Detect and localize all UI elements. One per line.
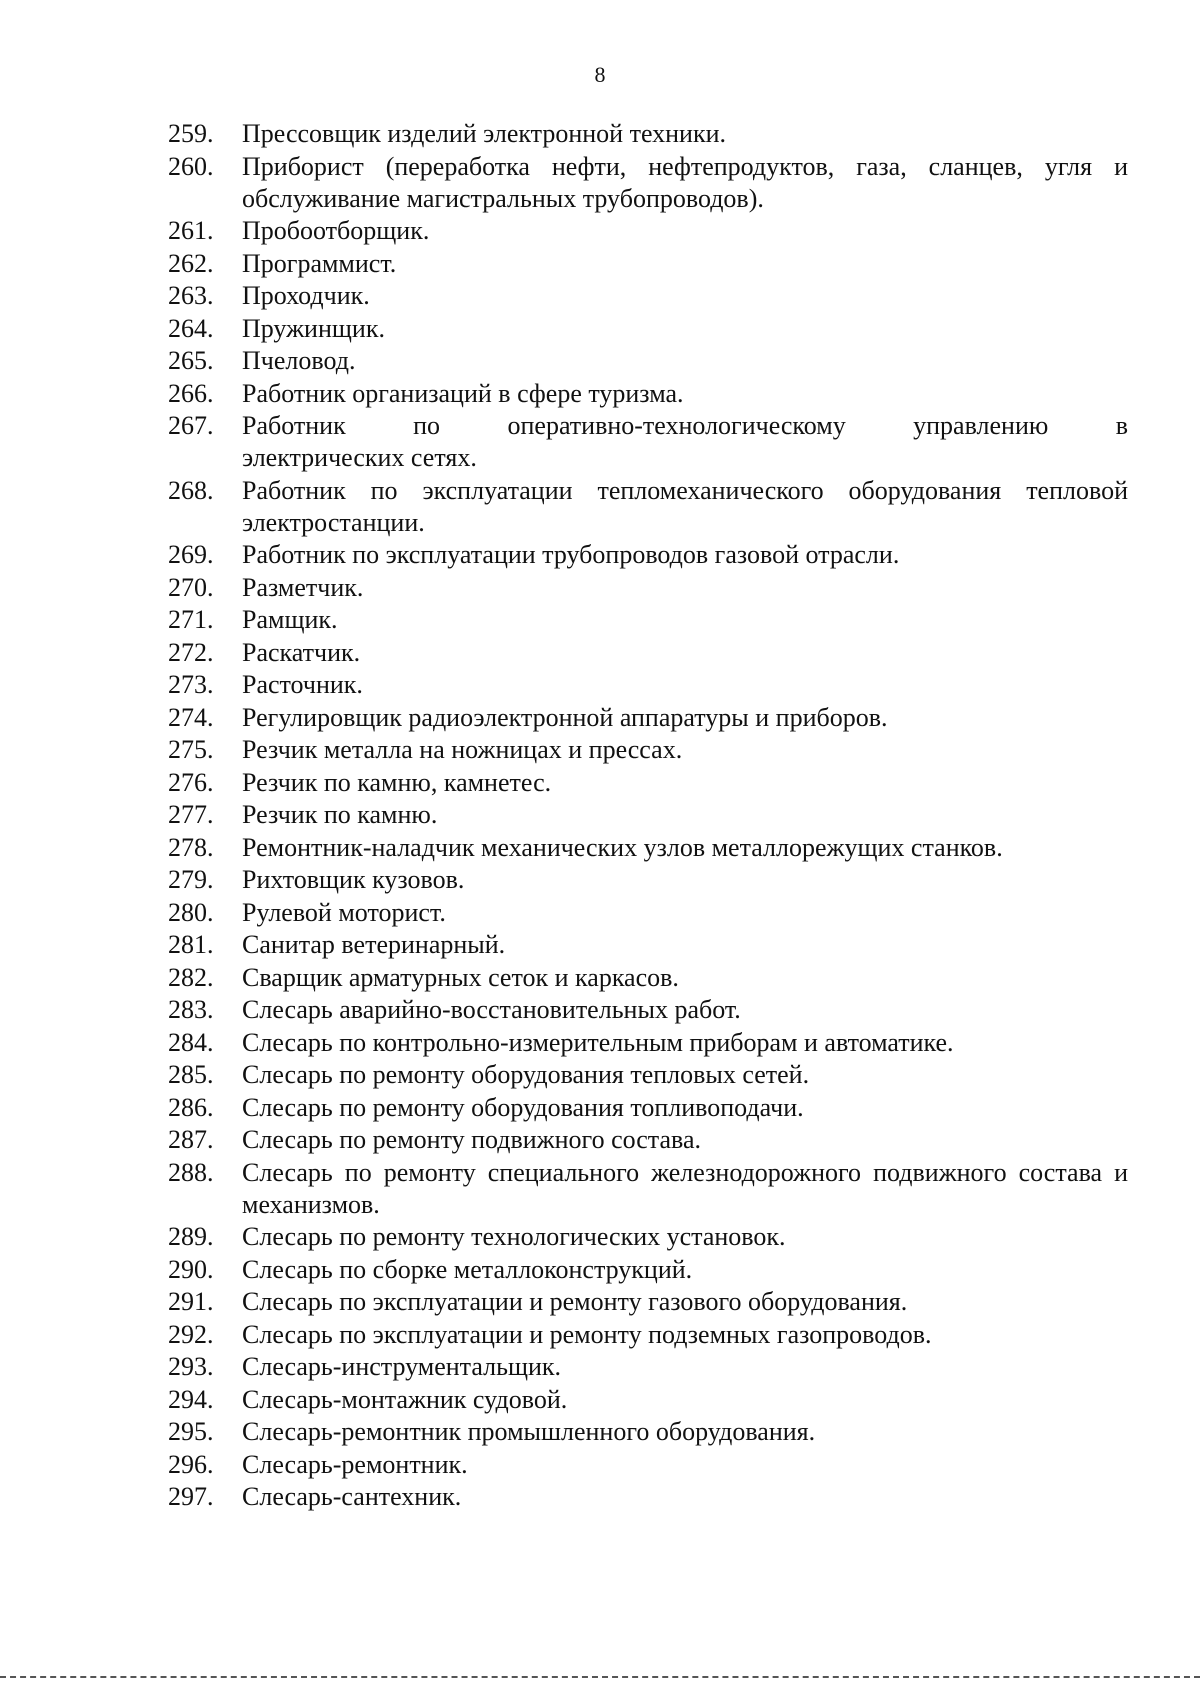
- list-item: [168, 864, 1128, 896]
- list-item: [168, 1384, 1128, 1416]
- item-number: 279.: [168, 865, 214, 894]
- list-item: [168, 215, 1128, 247]
- item-number: 283.: [168, 995, 214, 1024]
- item-text: Слесарь-сантехник.: [242, 1482, 462, 1511]
- item-text: Слесарь по сборке металлоконструкций.: [242, 1254, 693, 1284]
- item-text: Слесарь по ремонту технологических установок.: [242, 1222, 786, 1251]
- item-number: 260.: [168, 151, 214, 181]
- item-number: 290.: [168, 1254, 214, 1284]
- list-item: [168, 1059, 1128, 1091]
- list-item: [168, 929, 1128, 961]
- list-item: [168, 637, 1128, 669]
- item-text: Пружинщик.: [242, 313, 385, 343]
- list-item: [168, 1254, 1128, 1286]
- item-text: Разметчик.: [242, 572, 364, 602]
- item-text: Слесарь-монтажник судовой.: [242, 1384, 568, 1414]
- item-number: 263.: [168, 281, 214, 310]
- item-number: 276.: [168, 767, 214, 797]
- item-text: Слесарь по эксплуатации и ремонту газового оборудования.: [242, 1287, 908, 1316]
- list-item: [168, 151, 1128, 215]
- item-text: Слесарь-ремонтник промышленного оборудования.: [242, 1417, 816, 1446]
- item-number: 297.: [168, 1482, 214, 1511]
- list-item: [168, 734, 1128, 766]
- item-text: Работник по эксплуатации трубопроводов газовой отрасли.: [242, 540, 900, 569]
- item-number: 273.: [168, 670, 214, 699]
- list-item: [168, 378, 1128, 410]
- item-text: Работник по эксплуатации тепломеханического оборудования тепловой электростанции.: [242, 475, 1128, 537]
- item-text: Рамщик.: [242, 605, 338, 634]
- item-text: Приборист (переработка нефти, нефтепродуктов, газа, сланцев, угля и обслуживание магистральных трубопроводов).: [242, 151, 1128, 213]
- item-text: Слесарь по ремонту оборудования тепловых сетей.: [242, 1060, 810, 1089]
- item-text: Сварщик арматурных сеток и каркасов.: [242, 962, 679, 992]
- item-number: 271.: [168, 605, 214, 634]
- item-text: Ремонтник-наладчик механических узлов металлорежущих станков.: [242, 832, 1003, 862]
- item-text: Работник организаций в сфере туризма.: [242, 378, 684, 408]
- item-number: 295.: [168, 1417, 214, 1446]
- item-number: 294.: [168, 1384, 214, 1414]
- list-item: [168, 1449, 1128, 1481]
- list-item: [168, 1124, 1128, 1156]
- list-item: [168, 1157, 1128, 1221]
- item-number: 281.: [168, 930, 214, 959]
- list-item: [168, 313, 1128, 345]
- item-text: Слесарь аварийно-восстановительных работ.: [242, 995, 741, 1024]
- item-text: Слесарь по ремонту подвижного состава.: [242, 1125, 701, 1154]
- item-number: 288.: [168, 1157, 214, 1187]
- list-item: [168, 767, 1128, 799]
- item-number: 262.: [168, 248, 214, 278]
- list-item: [168, 799, 1128, 831]
- item-number: 264.: [168, 313, 214, 343]
- item-text: Резчик металла на ножницах и прессах.: [242, 735, 683, 764]
- item-text: Слесарь по ремонту оборудования топливоподачи.: [242, 1092, 804, 1122]
- list-item: [168, 410, 1128, 474]
- item-text: Проходчик.: [242, 281, 370, 310]
- item-number: 265.: [168, 346, 214, 375]
- list-item: [168, 475, 1128, 539]
- item-number: 267.: [168, 411, 214, 440]
- list-item: [168, 604, 1128, 636]
- item-text: Расточник.: [242, 670, 363, 699]
- list-item: [168, 1027, 1128, 1059]
- item-number: 266.: [168, 378, 214, 408]
- list-item: [168, 1481, 1128, 1513]
- item-number: 282.: [168, 962, 214, 992]
- list-item: [168, 1092, 1128, 1124]
- item-text: Пчеловод.: [242, 346, 356, 375]
- list-item: [168, 669, 1128, 701]
- item-number: 289.: [168, 1222, 214, 1251]
- list-item: [168, 248, 1128, 280]
- item-number: 275.: [168, 735, 214, 764]
- item-text: Слесарь по ремонту специального железнодорожного подвижного состава и механизмов.: [242, 1157, 1128, 1219]
- item-text: Программист.: [242, 248, 397, 278]
- list-item: [168, 1416, 1128, 1448]
- item-text-line: электрических сетях.: [242, 443, 477, 472]
- item-number: 277.: [168, 800, 214, 829]
- list-item: [168, 1286, 1128, 1318]
- item-text: Слесарь-инструментальщик.: [242, 1352, 562, 1381]
- item-text: Рихтовщик кузовов.: [242, 865, 465, 894]
- list-item: [168, 345, 1128, 377]
- page-number: 8: [594, 62, 606, 87]
- item-number: 269.: [168, 540, 214, 569]
- item-number: 259.: [168, 119, 214, 148]
- list-item: [168, 280, 1128, 312]
- item-text: Прессовщик изделий электронной техники.: [242, 119, 727, 148]
- list-item: [168, 1221, 1128, 1253]
- item-number: 286.: [168, 1092, 214, 1122]
- item-number: 278.: [168, 832, 214, 862]
- item-text: Резчик по камню, камнетес.: [242, 767, 552, 797]
- item-number: 296.: [168, 1449, 214, 1479]
- footer-divider: [0, 1676, 1200, 1678]
- item-text: Слесарь-ремонтник.: [242, 1449, 468, 1479]
- profession-list: [168, 118, 1128, 1514]
- item-number: 268.: [168, 475, 214, 505]
- item-number: 293.: [168, 1352, 214, 1381]
- list-item: [168, 994, 1128, 1026]
- item-text: Пробоотборщик.: [242, 216, 430, 245]
- list-item: [168, 962, 1128, 994]
- item-text: Резчик по камню.: [242, 800, 438, 829]
- item-text: Рулевой моторист.: [242, 897, 446, 927]
- item-number: 287.: [168, 1125, 214, 1154]
- list-item: [168, 897, 1128, 929]
- item-text: Слесарь по эксплуатации и ремонту подземных газопроводов.: [242, 1319, 932, 1349]
- list-item: [168, 1319, 1128, 1351]
- item-number: 292.: [168, 1319, 214, 1349]
- item-text: Санитар ветеринарный.: [242, 930, 506, 959]
- item-number: 280.: [168, 897, 214, 927]
- list-item: [168, 1351, 1128, 1383]
- list-item: [168, 539, 1128, 571]
- item-text-line: Работник по оперативно-технологическому управлению в: [242, 411, 1128, 440]
- list-item: [168, 832, 1128, 864]
- item-number: 274.: [168, 702, 214, 732]
- item-text: Раскатчик.: [242, 637, 361, 667]
- item-number: 291.: [168, 1287, 214, 1316]
- list-item: [168, 118, 1128, 150]
- item-number: 261.: [168, 216, 214, 245]
- item-number: 272.: [168, 637, 214, 667]
- item-number: 285.: [168, 1060, 214, 1089]
- list-item: [168, 572, 1128, 604]
- item-number: 284.: [168, 1027, 214, 1057]
- list-item: [168, 702, 1128, 734]
- item-number: 270.: [168, 572, 214, 602]
- item-text: Регулировщик радиоэлектронной аппаратуры и приборов.: [242, 702, 888, 732]
- item-text: [242, 410, 1128, 474]
- item-text: Слесарь по контрольно-измерительным приборам и автоматике.: [242, 1027, 954, 1057]
